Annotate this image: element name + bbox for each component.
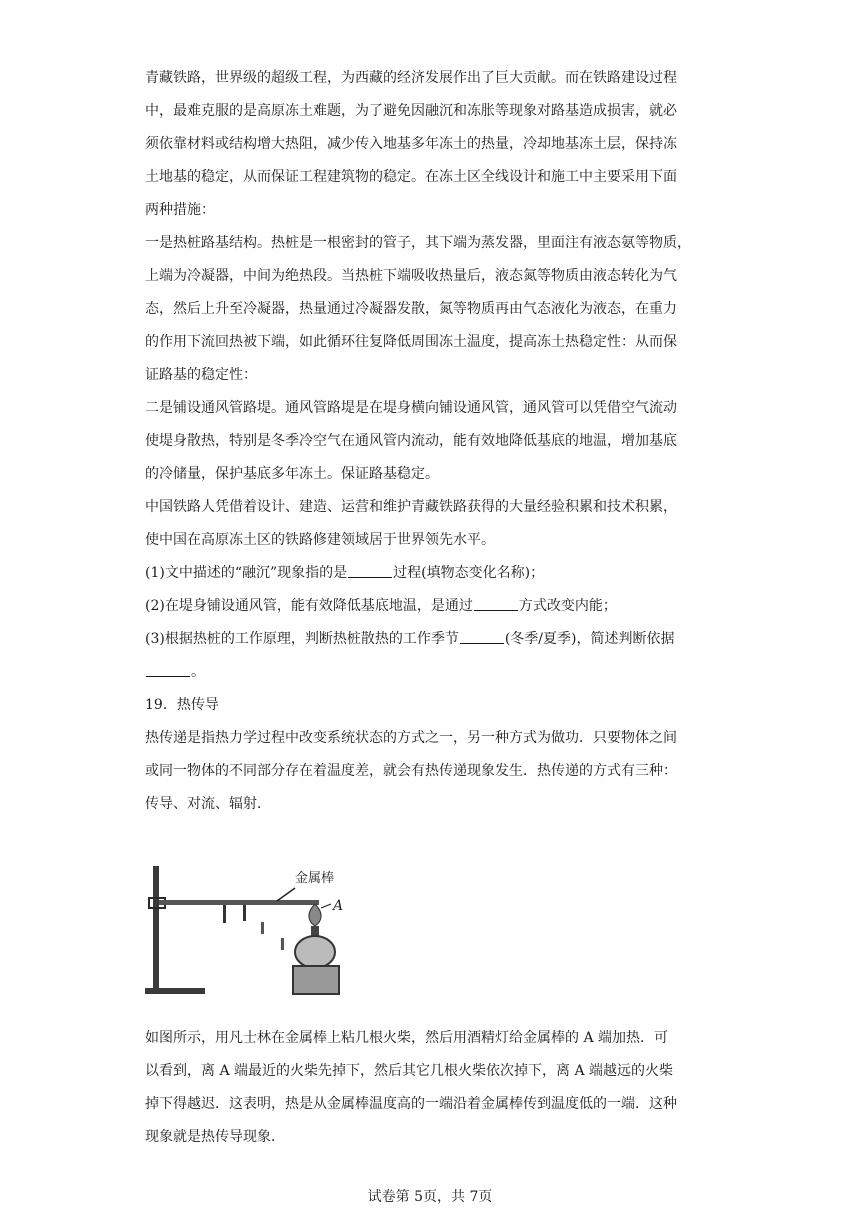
question-2-prefix: (2)在堤身铺设通风管，能有效降低基底地温，是通过 (145, 598, 473, 614)
rod-label: 金属棒 (295, 871, 335, 886)
lamp-stand (293, 966, 339, 994)
question-2 (145, 590, 725, 623)
question-3 (145, 623, 725, 689)
question-1 (145, 557, 725, 590)
text-line: 热传递是指热力学过程中改变系统状态的方式之一，另一种方式为做功．只要物体之间 (145, 730, 677, 746)
flame (309, 904, 321, 926)
answer-blank[interactable] (146, 662, 190, 677)
text-line: 态，然后上升至冷凝器，热量通过冷凝器发散，氮等物质再由气态液化为液态，在重力 (145, 301, 677, 317)
section-title: 19．热传导 (145, 697, 219, 713)
metal-rod (159, 900, 319, 905)
heat-conduction-figure (145, 860, 355, 1000)
text-line: 证路基的稳定性： (145, 367, 257, 383)
text-line: 一是热桩路基结构。热桩是一根密封的管子，其下端为蒸发器，里面注有液态氨等物质， (145, 235, 691, 251)
answer-blank[interactable] (348, 563, 392, 578)
match-stick (223, 905, 226, 923)
apparatus-diagram (145, 860, 355, 1000)
section-19-title (145, 689, 725, 722)
question-2-suffix: 方式改变内能； (518, 598, 617, 614)
question-1-suffix: 过程(填物态变化名称)； (393, 565, 545, 581)
match-stick (261, 922, 264, 934)
text-line: 青藏铁路，世界级的超级工程，为西藏的经济发展作出了巨大贡献。而在铁路建设过程 (145, 70, 677, 86)
passage-intro (145, 62, 725, 227)
text-line: 现象就是热传导现象． (145, 1129, 285, 1145)
text-line: 中国铁路人凭借着设计、建造、运营和维护青藏铁路获得的大量经验积累和技术积累， (145, 499, 677, 515)
match-stick (281, 938, 284, 950)
text-line: 或同一物体的不同部分存在着温度差，就会有热传递现象发生．热传递的方式有三种： (145, 763, 677, 779)
text-line: 以看到，离 A 端最近的火柴先掉下，然后其它几根火柴依次掉下，离 A 端越远的火柴 (145, 1063, 674, 1079)
question-3-prefix: (3)根据热桩的工作原理，判断热桩散热的工作季节 (145, 631, 459, 647)
section-19-explanation (145, 1022, 725, 1154)
text-line: 的作用下流回热被下端，如此循环往复降低周围冻土温度，提高冻土热稳定性：从而保 (145, 334, 677, 350)
page-content (145, 62, 725, 821)
end-a-label: A (333, 898, 344, 914)
passage-measure-2 (145, 392, 725, 491)
section-19-intro (145, 722, 725, 821)
label-pointer (321, 904, 331, 908)
text-line: 上端为冷凝器，中间为绝热段。当热桩下端吸收热量后，液态氮等物质由液态转化为气 (145, 268, 677, 284)
text-line: 土地基的稳定，从而保证工程建筑物的稳定。在冻土区全线设计和施工中主要采用下面 (145, 169, 677, 185)
answer-blank[interactable] (460, 629, 504, 644)
question-3-end: 。 (191, 664, 205, 680)
alcohol-lamp (295, 936, 335, 968)
text-line: 须依靠材料或结构增大热阻，减少传入地基多年冻土的热量，冷却地基冻土层，保持冻 (145, 136, 677, 152)
question-1-prefix: (1)文中描述的“融沉”现象指的是 (145, 565, 348, 581)
text-line: 二是铺设通风管路堤。通风管路堤是在堤身横向铺设通风管，通风管可以凭借空气流动 (145, 400, 677, 416)
text-line: 的冷储量，保护基底多年冻土。保证路基稳定。 (145, 466, 439, 482)
page-footer: 试卷第 5页，共 7页 (367, 1189, 493, 1205)
text-line: 如图所示，用凡士林在金属棒上粘几根火柴，然后用酒精灯给金属棒的 A 端加热．可 (145, 1030, 669, 1046)
text-line: 中，最难克服的是高原冻土难题，为了避免因融沉和冻胀等现象对路基造成损害，就必 (145, 103, 677, 119)
match-stick (243, 905, 246, 921)
passage-conclusion (145, 491, 725, 557)
text-line: 两种措施： (145, 202, 215, 218)
label-pointer (277, 888, 295, 901)
text-line: 传导、对流、辐射． (145, 796, 271, 812)
passage-measure-1 (145, 227, 725, 392)
stand-pole (153, 866, 159, 994)
stand-base (145, 988, 205, 994)
lamp-wick (311, 926, 319, 936)
question-3-suffix: (冬季/夏季)，简述判断依据 (504, 631, 675, 647)
text-line: 使堤身散热，特别是冬季冷空气在通风管内流动，能有效地降低基底的地温，增加基底 (145, 433, 677, 449)
text-line: 使中国在高原冻土区的铁路修建领域居于世界领先水平。 (145, 532, 495, 548)
text-line: 掉下得越迟．这表明，热是从金属棒温度高的一端沿着金属棒传到温度低的一端．这种 (145, 1096, 677, 1112)
answer-blank[interactable] (474, 596, 518, 611)
